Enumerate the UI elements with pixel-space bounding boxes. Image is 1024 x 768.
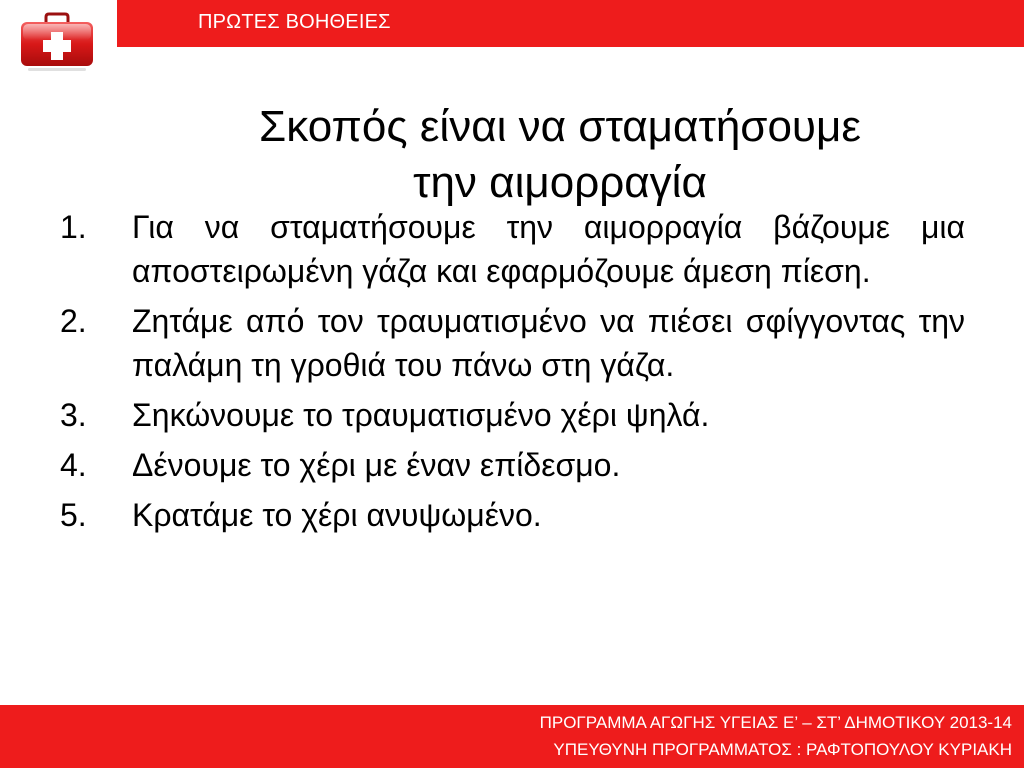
- title-line-1: Σκοπός είναι να σταματήσουμε: [259, 102, 861, 152]
- title-line-2: την αιμορραγία: [413, 158, 707, 208]
- list-item-number: 2.: [60, 303, 87, 339]
- list-item: [60, 443, 965, 487]
- list-item: [60, 493, 965, 537]
- footer-program-line: ΠΡΟΓΡΑΜΜΑ ΑΓΩΓΗΣ ΥΓΕΙΑΣ Ε’ – ΣΤ’ ΔΗΜΟΤΙΚΟΥ 2013-14: [539, 713, 1012, 732]
- list-item-number: 1.: [60, 209, 87, 245]
- list-item-number: 3.: [60, 397, 87, 433]
- list-item-number: 5.: [60, 497, 87, 533]
- list-item: [60, 299, 965, 387]
- list-item-text: Για να σταματήσουμε την αιμορραγία βάζουμε μια αποστειρωμένη γάζα και εφαρμόζουμε άμεση πίεση.: [132, 209, 965, 289]
- list-item-text: Σηκώνουμε το τραυματισμένο χέρι ψηλά.: [132, 397, 710, 433]
- page-title: [150, 99, 970, 211]
- header-label: ΠΡΩΤΕΣ ΒΟΗΘΕΙΕΣ: [198, 11, 391, 33]
- list-item: [60, 393, 965, 437]
- footer-responsible-line: ΥΠΕΥΘΥΝΗ ΠΡΟΓΡΑΜΜΑΤΟΣ : ΡΑΦΤΟΠΟΥΛΟΥ ΚΥΡΙΑΚΗ: [553, 740, 1012, 759]
- list-item-text: Δένουμε το χέρι με έναν επίδεσμο.: [132, 447, 621, 483]
- steps-list: [60, 205, 965, 543]
- first-aid-kit-icon: [18, 12, 96, 72]
- header-band: [117, 0, 1024, 47]
- list-item-text: Κρατάμε το χέρι ανυψωμένο.: [132, 497, 542, 533]
- list-item-number: 4.: [60, 447, 87, 483]
- list-item: [60, 205, 965, 293]
- footer-band: [0, 705, 1024, 768]
- list-item-text: Ζητάμε από τον τραυματισμένο να πιέσει σφίγγοντας την παλάμη τη γροθιά του πάνω στη γάζα.: [132, 303, 965, 383]
